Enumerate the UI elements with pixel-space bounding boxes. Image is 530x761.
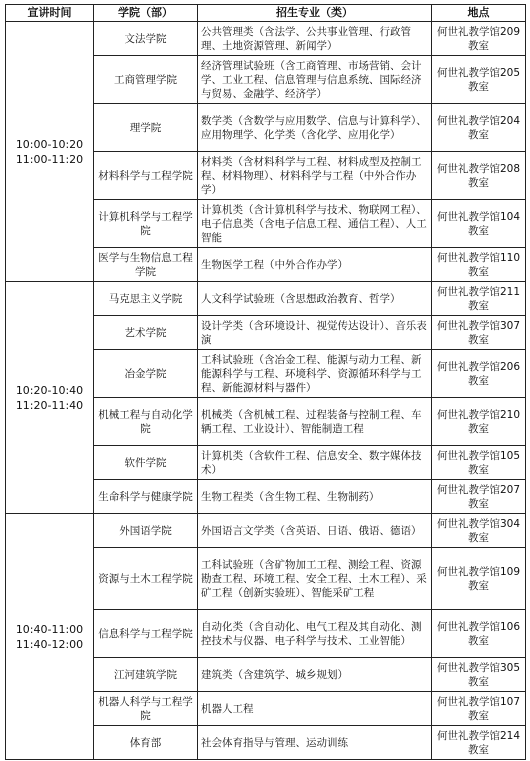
major-cell: 生物工程类（含生物工程、生物制药） [198,480,432,514]
major-cell: 工科试验班（含矿物加工工程、测绘工程、资源勘查工程、环境工程、安全工程、土木工程）、采矿工程（创新实验班）、智能采矿工程 [198,548,432,610]
place-cell: 何世礼教学馆211教室 [432,282,526,316]
header-time: 宣讲时间 [6,5,94,22]
college-cell: 工商管理学院 [94,56,198,104]
major-cell: 人文科学试验班（含思想政治教育、哲学） [198,282,432,316]
table-row [6,282,526,316]
major-cell: 机器人工程 [198,692,432,726]
college-cell: 冶金学院 [94,350,198,398]
place-cell: 何世礼教学馆214教室 [432,726,526,760]
header-major: 招生专业（类） [198,5,432,22]
college-cell: 生命科学与健康学院 [94,480,198,514]
time-slot: 10:00-10:20 [15,137,84,151]
major-cell: 社会体育指导与管理、运动训练 [198,726,432,760]
major-cell: 建筑类（含建筑学、城乡规划） [198,658,432,692]
place-cell: 何世礼教学馆304教室 [432,514,526,548]
college-cell: 信息科学与工程学院 [94,610,198,658]
place-cell: 何世礼教学馆107教室 [432,692,526,726]
schedule-table [5,4,526,760]
major-cell: 生物医学工程（中外合作办学） [198,248,432,282]
college-cell: 资源与土木工程学院 [94,548,198,610]
major-cell: 经济管理试验班（含工商管理、市场营销、会计学、工业工程、信息管理与信息系统、国际经济与贸易、金融学、经济学） [198,56,432,104]
major-cell: 自动化类（含自动化、电气工程及其自动化、测控技术与仪器、电子科学与技术、工业智能） [198,610,432,658]
time-slot: 11:00-11:20 [15,152,84,166]
college-cell: 文法学院 [94,22,198,56]
place-cell: 何世礼教学馆206教室 [432,350,526,398]
place-cell: 何世礼教学馆109教室 [432,548,526,610]
major-cell: 材料类（含材料科学与工程、材料成型及控制工程、材料物理）、材料科学与工程（中外合作办学） [198,152,432,200]
college-cell: 体育部 [94,726,198,760]
header-college: 学院（部） [94,5,198,22]
place-cell: 何世礼教学馆104教室 [432,200,526,248]
college-cell: 机器人科学与工程学院 [94,692,198,726]
place-cell: 何世礼教学馆204教室 [432,104,526,152]
college-cell: 机械工程与自动化学院 [94,398,198,446]
place-cell: 何世礼教学馆207教室 [432,480,526,514]
place-cell: 何世礼教学馆105教室 [432,446,526,480]
time-slot: 11:20-11:40 [15,398,84,412]
place-cell: 何世礼教学馆208教室 [432,152,526,200]
major-cell: 设计学类（含环境设计、视觉传达设计）、音乐表演 [198,316,432,350]
college-cell: 医学与生物信息工程学院 [94,248,198,282]
time-slot-cell [6,22,94,282]
college-cell: 马克思主义学院 [94,282,198,316]
header-place: 地点 [432,5,526,22]
table-row [6,514,526,548]
place-cell: 何世礼教学馆106教室 [432,610,526,658]
place-cell: 何世礼教学馆110教室 [432,248,526,282]
schedule-body [6,22,526,760]
college-cell: 计算机科学与工程学院 [94,200,198,248]
college-cell: 外国语学院 [94,514,198,548]
major-cell: 外国语言文学类（含英语、日语、俄语、德语） [198,514,432,548]
table-row [6,22,526,56]
place-cell: 何世礼教学馆307教室 [432,316,526,350]
place-cell: 何世礼教学馆205教室 [432,56,526,104]
header-row [6,5,526,22]
time-slot-cell [6,514,94,760]
major-cell: 机械类（含机械工程、过程装备与控制工程、车辆工程、工业设计）、智能制造工程 [198,398,432,446]
time-slot: 10:20-10:40 [15,383,84,397]
college-cell: 材料科学与工程学院 [94,152,198,200]
major-cell: 公共管理类（含法学、公共事业管理、行政管理、土地资源管理、新闻学） [198,22,432,56]
major-cell: 数学类（含数学与应用数学、信息与计算科学）、应用物理学、化学类（含化学、应用化学） [198,104,432,152]
major-cell: 工科试验班（含冶金工程、能源与动力工程、新能源科学与工程、环境科学、资源循环科学与工程、新能源材料与器件） [198,350,432,398]
time-slot: 10:40-11:00 [15,622,84,636]
college-cell: 理学院 [94,104,198,152]
major-cell: 计算机类（含计算机科学与技术、物联网工程）、电子信息类（含电子信息工程、通信工程）、人工智能 [198,200,432,248]
major-cell: 计算机类（含软件工程、信息安全、数字媒体技术） [198,446,432,480]
place-cell: 何世礼教学馆210教室 [432,398,526,446]
time-slot-cell [6,282,94,514]
college-cell: 江河建筑学院 [94,658,198,692]
time-slot: 11:40-12:00 [15,637,84,651]
college-cell: 艺术学院 [94,316,198,350]
college-cell: 软件学院 [94,446,198,480]
place-cell: 何世礼教学馆209教室 [432,22,526,56]
place-cell: 何世礼教学馆305教室 [432,658,526,692]
